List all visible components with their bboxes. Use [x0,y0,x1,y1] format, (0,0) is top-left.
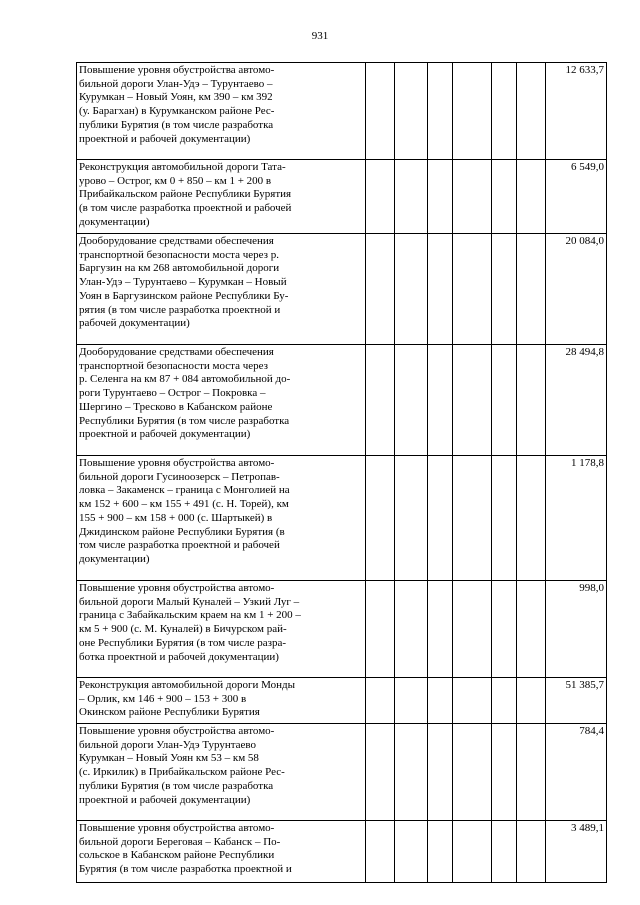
empty-cell [428,345,453,456]
empty-cell [428,821,453,883]
budget-table [76,62,607,883]
empty-cell [395,63,428,160]
empty-cell [453,678,492,724]
project-description-cell: Дооборудование средствами обеспечения транспортной безопасности моста через р. Селенга на км 87 + 084 автомобильной до- роги Турунтаево – Острог – Покровка – Шергино – Тресково в Кабанском районе Республики Бурятия (в том числе разработка проектной и рабочей документации) [77,345,366,456]
empty-cell [366,821,395,883]
project-description-cell: Реконструкция автомобильной дороги Тата- урово – Острог, км 0 + 850 – км 1 + 200 в Прибайкальском районе Республики Бурятия (в том числе разработка проектной и рабочей документации) [77,160,366,234]
empty-cell [453,724,492,821]
empty-cell [395,456,428,581]
table-row [77,234,607,345]
project-description-cell: Повышение уровня обустройства автомо- бильной дороги Улан-Удэ – Турунтаево – Курумкан – Новый Уоян, км 390 – км 392 (у. Барагхан) в Курумканском районе Рес- публики Бурятия (в том числе разработка проектной и рабочей документации) [77,63,366,160]
empty-cell [428,160,453,234]
table-row [77,345,607,456]
empty-cell [517,724,546,821]
empty-cell [492,345,517,456]
empty-cell [453,581,492,678]
table-row [77,724,607,821]
amount-cell: 784,4 [546,724,607,821]
project-description-cell: Повышение уровня обустройства автомо- бильной дороги Улан-Удэ Турунтаево Курумкан – Новый Уоян км 53 – км 58 (с. Иркилик) в Прибайкальском районе Рес- публики Бурятия (в том числе разработка проектной и рабочей документации) [77,724,366,821]
amount-cell: 998,0 [546,581,607,678]
empty-cell [366,456,395,581]
empty-cell [517,234,546,345]
empty-cell [453,345,492,456]
project-description-cell: Повышение уровня обустройства автомо- бильной дороги Гусиноозерск – Петропав- ловка – Закаменск – граница с Монголией на км 152 + 600 – км 155 + 491 (с. Н. Торей), км 155 + 900 – км 158 + 000 (с. Шартыкей) в Джидинском районе Республики Бурятия (в том числе разработка проектной и рабочей документации) [77,456,366,581]
empty-cell [428,678,453,724]
empty-cell [428,581,453,678]
amount-cell: 6 549,0 [546,160,607,234]
amount-cell: 3 489,1 [546,821,607,883]
amount-cell: 51 385,7 [546,678,607,724]
empty-cell [517,345,546,456]
project-description-cell: Дооборудование средствами обеспечения транспортной безопасности моста через р. Баргузин на км 268 автомобильной дороги Улан-Удэ – Турунтаево – Курумкан – Новый Уоян в Баргузинском районе Республики Бу- рятия (в том числе разработка проектной и рабочей документации) [77,234,366,345]
empty-cell [366,581,395,678]
empty-cell [428,63,453,160]
table-row [77,160,607,234]
empty-cell [428,234,453,345]
empty-cell [428,456,453,581]
empty-cell [517,678,546,724]
table-body [77,63,607,883]
empty-cell [492,63,517,160]
empty-cell [517,160,546,234]
empty-cell [453,456,492,581]
amount-cell: 20 084,0 [546,234,607,345]
empty-cell [453,160,492,234]
empty-cell [366,63,395,160]
empty-cell [517,821,546,883]
empty-cell [395,581,428,678]
empty-cell [492,724,517,821]
empty-cell [453,821,492,883]
empty-cell [395,724,428,821]
project-description-cell: Повышение уровня обустройства автомо- бильной дороги Береговая – Кабанск – По- сольское в Кабанском районе Республики Бурятия (в том числе разработка проектной и [77,821,366,883]
table-row [77,581,607,678]
empty-cell [517,581,546,678]
empty-cell [395,821,428,883]
empty-cell [395,345,428,456]
table-row [77,63,607,160]
empty-cell [395,678,428,724]
empty-cell [492,581,517,678]
empty-cell [492,160,517,234]
page-number: 931 [311,30,329,42]
empty-cell [517,63,546,160]
amount-cell: 1 178,8 [546,456,607,581]
empty-cell [366,724,395,821]
amount-cell: 12 633,7 [546,63,607,160]
empty-cell [366,160,395,234]
empty-cell [517,456,546,581]
empty-cell [395,160,428,234]
empty-cell [453,234,492,345]
empty-cell [492,821,517,883]
project-description-cell: Повышение уровня обустройства автомо- бильной дороги Малый Куналей – Узкий Луг – граница с Забайкальским краем на км 1 + 200 – км 5 + 900 (с. М. Куналей) в Бичурском рай- оне Республики Бурятия (в том числе разра- ботка проектной и рабочей документации) [77,581,366,678]
empty-cell [492,678,517,724]
project-description-cell: Реконструкция автомобильной дороги Монды – Орлик, км 146 + 900 – 153 + 300 в Окинском районе Республики Бурятия [77,678,366,724]
amount-cell: 28 494,8 [546,345,607,456]
empty-cell [395,234,428,345]
table-row [77,456,607,581]
table-row [77,821,607,883]
table-row [77,678,607,724]
empty-cell [492,456,517,581]
empty-cell [366,234,395,345]
empty-cell [492,234,517,345]
empty-cell [428,724,453,821]
empty-cell [366,345,395,456]
empty-cell [366,678,395,724]
empty-cell [453,63,492,160]
